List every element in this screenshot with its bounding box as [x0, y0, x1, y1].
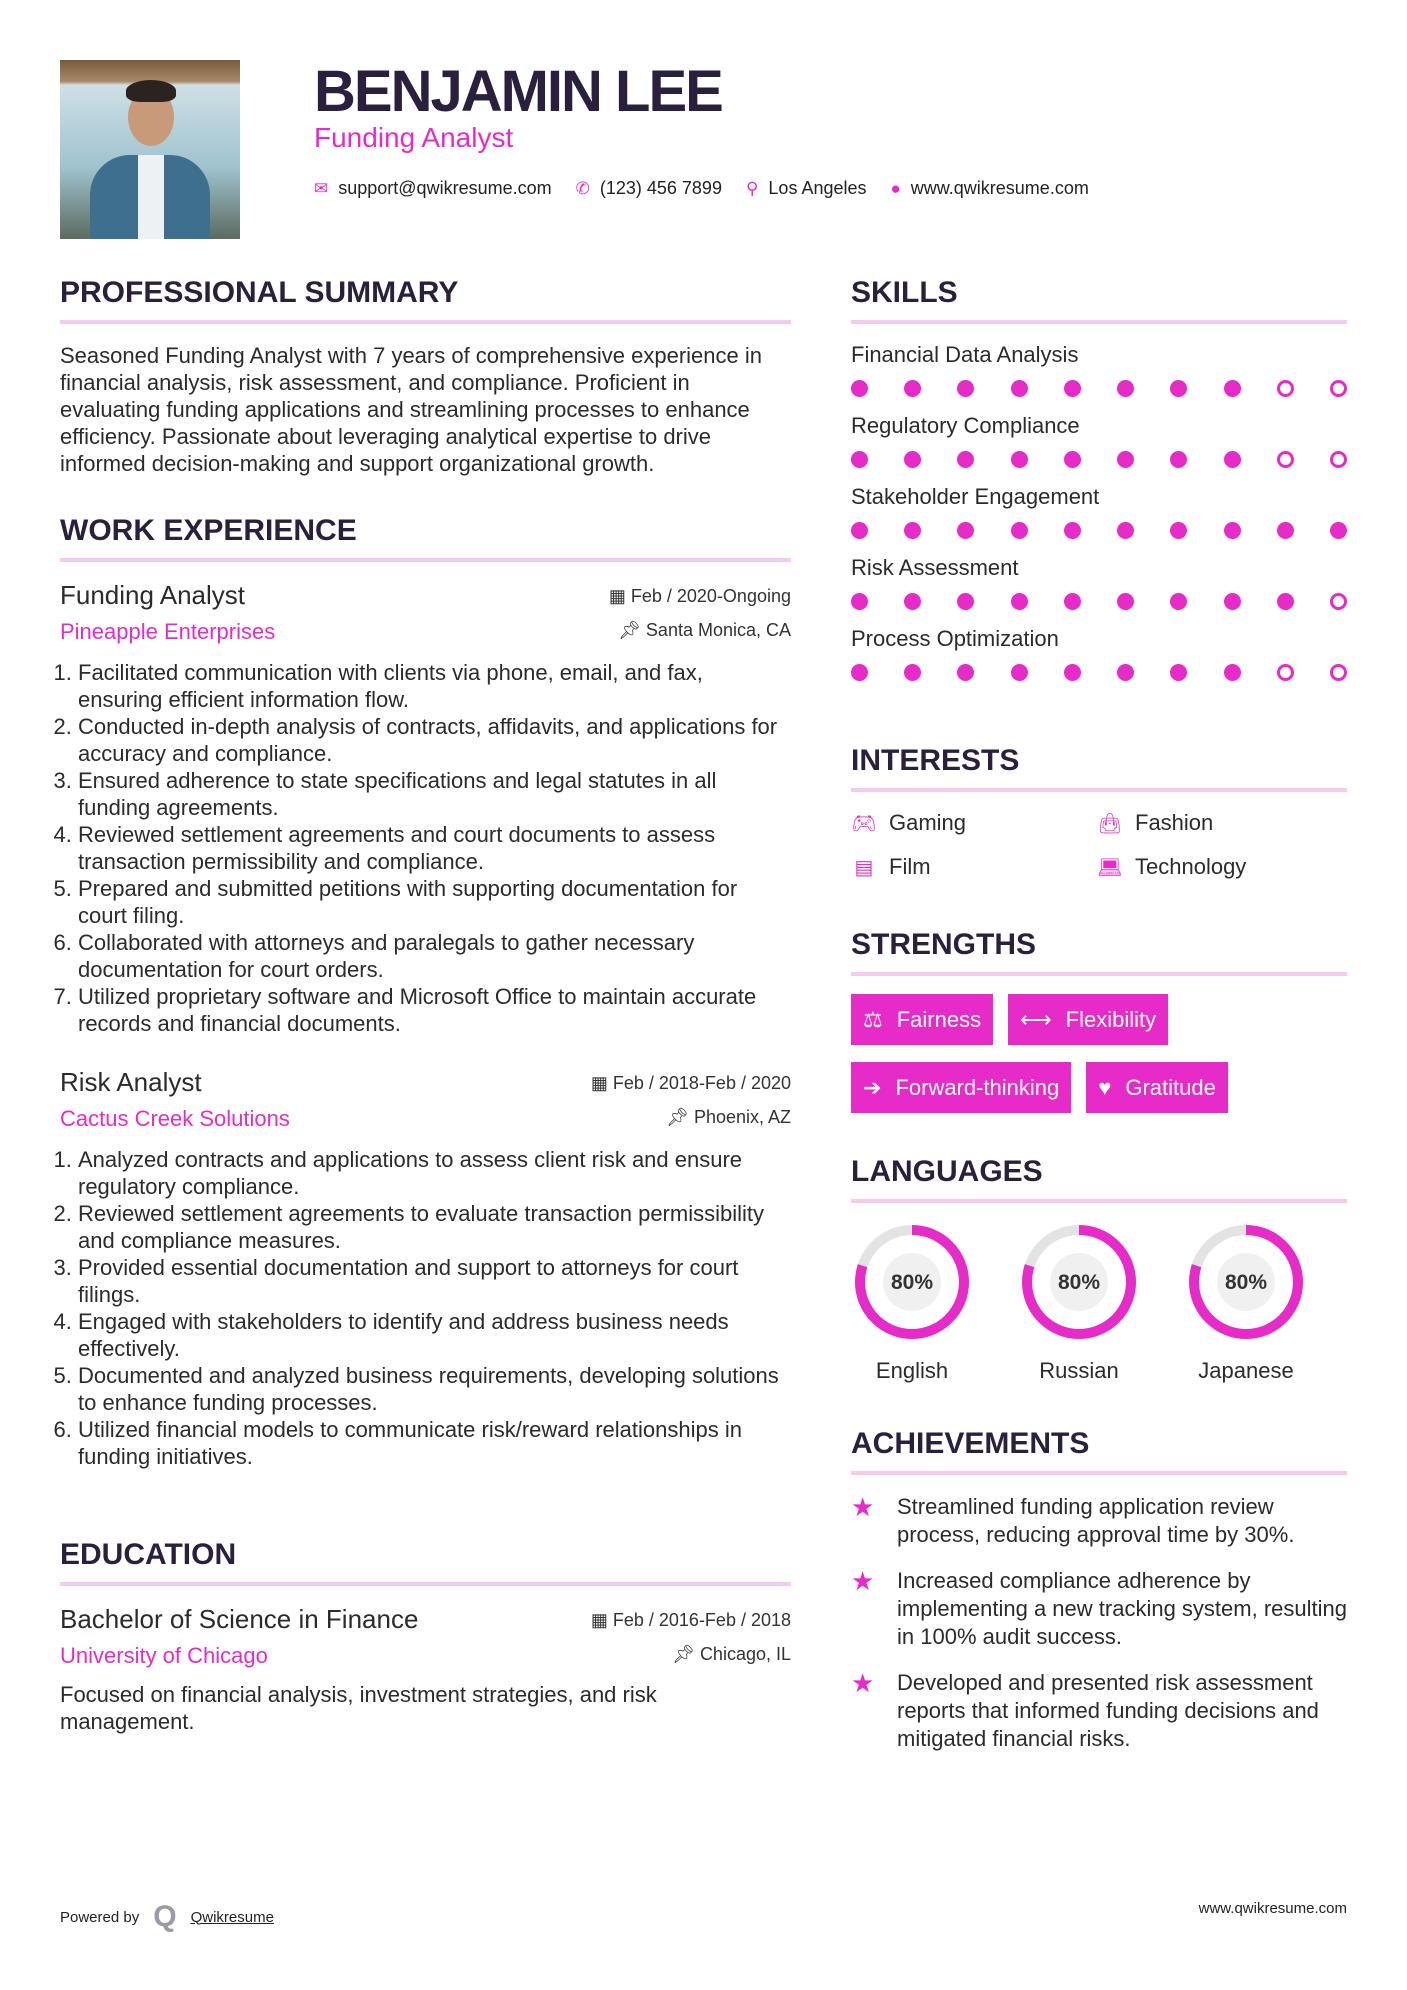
bullet: 5. Prepared and submitted petitions with supporting documentation for court filing. [78, 875, 791, 929]
skill-dot [1117, 380, 1134, 397]
email[interactable]: support@qwikresume.com [338, 178, 552, 198]
interest-item [1097, 854, 1347, 880]
bullet: 2. Conducted in-depth analysis of contracts, affidavits, and applications for accuracy and compliance. [78, 713, 791, 767]
skill-dot [1277, 522, 1294, 539]
bullet: 3. Provided essential documentation and support to attorneys for court filings. [78, 1254, 791, 1308]
experience-section [60, 514, 791, 1500]
skill-dot [1277, 451, 1294, 468]
section-heading: SKILLS [851, 276, 1347, 324]
skill-dot [1330, 451, 1347, 468]
skill-dot [1064, 522, 1081, 539]
interest-label: Technology [1135, 854, 1247, 879]
skill-dot [1011, 522, 1028, 539]
skill-rating [851, 380, 1347, 397]
bullet: 5. Documented and analyzed business requirements, developing solutions to enhance funding processes. [78, 1362, 791, 1416]
achievement-text: Increased compliance adherence by implementing a new tracking system, resulting in 100% audit success. [897, 1568, 1347, 1649]
strength-badge [851, 994, 993, 1045]
job-role: Risk Analyst [60, 1067, 202, 1097]
skill-dot [1224, 522, 1241, 539]
skill-dot [1224, 451, 1241, 468]
calendar-icon: ▦ [590, 1610, 613, 1630]
skill-name: Process Optimization [851, 626, 1059, 651]
edu-location: Chicago, IL [699, 1644, 791, 1664]
arrow-right-icon: ➔ [863, 1074, 882, 1100]
calendar-icon: ▦ [590, 1073, 613, 1093]
skill-dot [1170, 522, 1187, 539]
interest-label: Gaming [889, 810, 967, 835]
language-progress-ring [851, 1221, 973, 1343]
bullet: 6. Collaborated with attorneys and paralegals to gather necessary documentation for court orders. [78, 929, 791, 983]
skill-dot [851, 451, 868, 468]
footer-left [60, 1900, 274, 1934]
heart-icon: ♥ [1098, 1074, 1112, 1100]
strengths-section [851, 928, 1347, 1113]
edu-dates: Feb / 2016-Feb / 2018 [612, 1610, 791, 1630]
skill-item [851, 413, 1347, 468]
interest-item [851, 810, 1097, 836]
strength-badge [1008, 994, 1168, 1045]
job-bullets [60, 659, 791, 1037]
skill-dot [1170, 451, 1187, 468]
section-heading: PROFESSIONAL SUMMARY [60, 276, 791, 324]
strength-badge [851, 1062, 1071, 1113]
skill-dot [1011, 593, 1028, 610]
shooting-star-icon: ★ [851, 1668, 875, 1698]
contact-bar [314, 178, 1089, 199]
bullet: 2. Reviewed settlement agreements to evaluate transaction permissibility and compliance measures. [78, 1200, 791, 1254]
skill-dot [957, 451, 974, 468]
language-progress-ring [1185, 1221, 1307, 1343]
section-heading: LANGUAGES [851, 1155, 1347, 1203]
job-title: Funding Analyst [314, 122, 514, 153]
language-name: Russian [1039, 1358, 1119, 1383]
pin-icon: 📌︎ [666, 1107, 694, 1127]
section-heading: ACHIEVEMENTS [851, 1427, 1347, 1475]
language-item [1185, 1221, 1307, 1384]
skill-dot [1117, 451, 1134, 468]
language-item [851, 1221, 973, 1384]
edu-description: Focused on financial analysis, investment strategies, and risk management. [60, 1682, 657, 1734]
website[interactable]: www.qwikresume.com [910, 178, 1089, 198]
skill-item [851, 626, 1347, 681]
job-bullets [60, 1146, 791, 1470]
balance-scale-icon: ⚖ [863, 1006, 883, 1032]
skill-dot [1330, 522, 1347, 539]
bullet: 4. Reviewed settlement agreements and court documents to assess transaction permissibility and compliance. [78, 821, 791, 875]
skill-dot [904, 522, 921, 539]
skill-dot [1117, 664, 1134, 681]
skill-name: Stakeholder Engagement [851, 484, 1100, 509]
summary-section [60, 276, 791, 477]
pin-icon: 📌︎ [672, 1644, 700, 1664]
language-percent: 80% [890, 1271, 934, 1294]
shooting-star-icon: ★ [851, 1492, 875, 1522]
skill-dot [851, 593, 868, 610]
skills-section [851, 276, 1347, 697]
envelope-icon: ✉ [314, 178, 329, 198]
skill-dot [1117, 593, 1134, 610]
skill-name: Financial Data Analysis [851, 342, 1079, 367]
shooting-star-icon: ★ [851, 1566, 875, 1596]
skill-dot [851, 522, 868, 539]
bullet: 6. Utilized financial models to communicate risk/reward relationships in funding initiatives. [78, 1416, 791, 1470]
phone: (123) 456 7899 [599, 178, 722, 198]
language-name: Japanese [1198, 1358, 1294, 1383]
skill-dot [1064, 451, 1081, 468]
skill-dot [1224, 664, 1241, 681]
achievement-text: Developed and presented risk assessment reports that informed funding decisions and mitigated financial risks. [897, 1670, 1319, 1751]
phone-icon: ✆ [575, 178, 590, 198]
section-heading: WORK EXPERIENCE [60, 514, 791, 562]
arrows-h-icon: ⟷ [1020, 1006, 1052, 1032]
job-location: Phoenix, AZ [693, 1107, 791, 1127]
language-item [1018, 1221, 1140, 1384]
skill-dot [904, 451, 921, 468]
language-percent: 80% [1224, 1271, 1268, 1294]
skill-item [851, 555, 1347, 610]
skill-dot [1011, 380, 1028, 397]
skill-dot [1277, 664, 1294, 681]
strength-label: Fairness [896, 1006, 982, 1032]
bullet: 1. Facilitated communication with clients via phone, email, and fax, ensuring efficient information flow. [78, 659, 791, 713]
film-icon: ▤ [854, 856, 874, 879]
skill-dot [1330, 664, 1347, 681]
skill-name: Regulatory Compliance [851, 413, 1080, 438]
skill-item [851, 342, 1347, 397]
map-marker-icon: ⚲ [745, 178, 759, 198]
job-location: Santa Monica, CA [645, 620, 791, 640]
skill-dot [1064, 664, 1081, 681]
strength-label: Flexibility [1065, 1006, 1157, 1032]
candidate-name: BENJAMIN LEE [314, 59, 722, 124]
skill-dot [957, 593, 974, 610]
shopping-bag-icon: 👜︎ [1097, 812, 1123, 835]
skill-dot [1224, 593, 1241, 610]
brand-link[interactable]: Qwikresume [190, 1908, 274, 1926]
skill-rating [851, 451, 1347, 468]
company: Cactus Creek Solutions [60, 1106, 290, 1131]
job-role: Funding Analyst [60, 580, 246, 610]
gamepad-icon: 🎮︎ [851, 812, 877, 835]
skill-dot [957, 664, 974, 681]
achievement-item [851, 1493, 1347, 1549]
skill-dot [957, 380, 974, 397]
skill-dot [1170, 380, 1187, 397]
achievements-section [851, 1427, 1347, 1771]
skill-rating [851, 522, 1347, 539]
school: University of Chicago [60, 1643, 268, 1668]
skill-name: Risk Assessment [851, 555, 1019, 580]
skill-rating [851, 593, 1347, 610]
strength-badge [1086, 1062, 1228, 1113]
profile-photo [60, 60, 240, 239]
summary-text: Seasoned Funding Analyst with 7 years of comprehensive experience in financial analysis, risk assessment, and compliance. Proficient in evaluating funding applications and streamlining processes to enhance efficiency. Passionate about leveraging analytical expertise to drive informed decision-making and support organizational growth. [60, 343, 762, 476]
interest-label: Film [889, 854, 931, 879]
achievement-item [851, 1567, 1347, 1651]
language-percent: 80% [1057, 1271, 1101, 1294]
job-entry [60, 580, 791, 1037]
skill-dot [904, 593, 921, 610]
bullet: 1. Analyzed contracts and applications to assess client risk and ensure regulatory compliance. [78, 1146, 791, 1200]
skill-dot [1064, 593, 1081, 610]
interests-section [851, 744, 1347, 880]
skill-dot [1170, 593, 1187, 610]
laptop-icon: 💻︎ [1097, 856, 1123, 879]
skill-dot [1330, 380, 1347, 397]
skill-dot [1170, 664, 1187, 681]
qwikresume-logo-icon: Q [153, 1900, 177, 1933]
interest-label: Fashion [1135, 810, 1214, 835]
language-name: English [875, 1358, 949, 1383]
company: Pineapple Enterprises [60, 619, 276, 644]
education-section [60, 1538, 791, 1765]
interest-item [851, 854, 1097, 880]
languages-section [851, 1155, 1347, 1384]
skill-dot [851, 664, 868, 681]
skill-dot [1277, 593, 1294, 610]
skill-dot [1117, 522, 1134, 539]
degree: Bachelor of Science in Finance [60, 1604, 419, 1634]
skill-dot [957, 522, 974, 539]
skill-dot [1330, 593, 1347, 610]
achievement-item [851, 1669, 1347, 1753]
skill-dot [1064, 380, 1081, 397]
skill-rating [851, 664, 1347, 681]
location: Los Angeles [768, 178, 867, 198]
section-heading: STRENGTHS [851, 928, 1347, 976]
language-progress-ring [1018, 1221, 1140, 1343]
strength-label: Gratitude [1125, 1074, 1216, 1100]
job-dates: Feb / 2018-Feb / 2020 [612, 1073, 791, 1093]
skill-dot [904, 380, 921, 397]
pin-icon: 📌︎ [618, 620, 646, 640]
skill-dot [1224, 380, 1241, 397]
skill-dot [1277, 380, 1294, 397]
footer-site[interactable]: www.qwikresume.com [1198, 1900, 1347, 1917]
skill-dot [851, 380, 868, 397]
section-heading: EDUCATION [60, 1538, 791, 1586]
interest-item [1097, 810, 1347, 836]
bullet: 4. Engaged with stakeholders to identify and address business needs effectively. [78, 1308, 791, 1362]
achievement-text: Streamlined funding application review process, reducing approval time by 30%. [897, 1494, 1295, 1547]
calendar-icon: ▦ [608, 586, 631, 606]
skill-dot [904, 664, 921, 681]
section-heading: INTERESTS [851, 744, 1347, 792]
job-dates: Feb / 2020-Ongoing [630, 586, 791, 606]
globe-icon: ● [890, 178, 901, 198]
bullet: 7. Utilized proprietary software and Microsoft Office to maintain accurate records and financial documents. [78, 983, 791, 1037]
skill-dot [1011, 664, 1028, 681]
strength-label: Forward-thinking [895, 1074, 1060, 1100]
skill-item [851, 484, 1347, 539]
powered-by: Powered by [60, 1908, 140, 1926]
skill-dot [1011, 451, 1028, 468]
bullet: 3. Ensured adherence to state specifications and legal statutes in all funding agreements. [78, 767, 791, 821]
job-entry [60, 1067, 791, 1470]
